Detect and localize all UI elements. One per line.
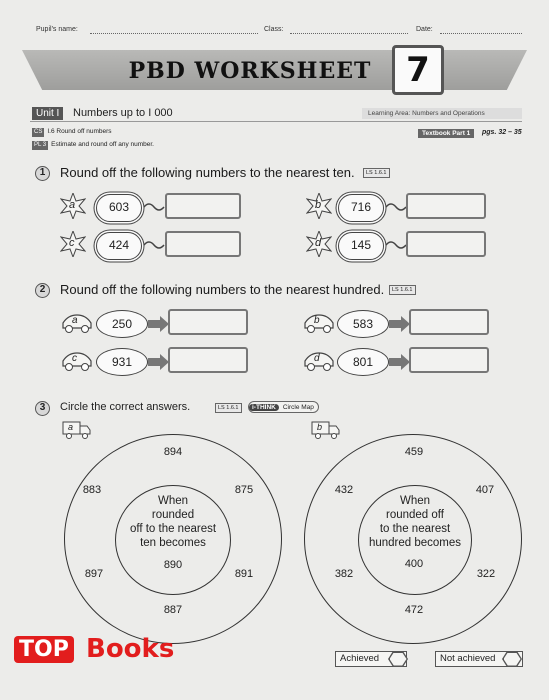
cloud-number: 603 <box>96 194 142 222</box>
car-icon <box>302 313 336 340</box>
car-icon <box>60 351 94 378</box>
oval-number: 931 <box>96 348 148 376</box>
standard-code: CS <box>34 129 43 135</box>
circle-option[interactable]: 890 <box>163 559 183 571</box>
class-field[interactable] <box>290 33 408 34</box>
circle-option[interactable]: 891 <box>234 568 254 580</box>
item-letter: d <box>315 237 322 249</box>
q1-answer-box-a[interactable] <box>165 193 241 219</box>
question-2-ls-tag: LS 1.6.1 <box>389 285 416 295</box>
car-icon <box>302 351 336 378</box>
watermark-logo-books: Books <box>86 634 175 664</box>
circle-option[interactable]: 432 <box>334 484 354 496</box>
circle-option[interactable]: 407 <box>475 484 495 496</box>
squiggle-connector <box>386 239 408 251</box>
circle-option[interactable]: 382 <box>334 568 354 580</box>
cloud-number: 716 <box>338 194 384 222</box>
item-letter: b <box>317 422 323 432</box>
class-label: Class: <box>264 26 284 33</box>
q2-answer-box-c[interactable] <box>168 347 248 373</box>
standard-code: PL 3 <box>34 142 47 148</box>
oval-number: 583 <box>337 310 389 338</box>
item-letter: b <box>315 199 322 211</box>
oval-number: 801 <box>337 348 389 376</box>
center-line: rounded off <box>386 509 444 521</box>
learning-area: Learning Area: Numbers and Operations <box>362 108 522 119</box>
circle-option[interactable]: 883 <box>82 484 102 496</box>
oval-number: 250 <box>96 310 148 338</box>
watermark-logo-top: TOP <box>14 636 74 663</box>
cloud-number: 145 <box>338 232 384 260</box>
item-letter: d <box>314 353 320 364</box>
worksheet-title: PBD WORKSHEET <box>128 58 372 84</box>
item-letter: a <box>72 315 78 326</box>
standard-cs <box>32 128 112 137</box>
question-1-number: 1 <box>35 166 50 181</box>
circle-option[interactable]: 894 <box>163 446 183 458</box>
circle-option[interactable]: 897 <box>84 568 104 580</box>
question-2-number: 2 <box>35 283 50 298</box>
unit-title: Numbers up to I 000 <box>73 107 173 119</box>
arrow-right-icon <box>148 354 169 370</box>
question-2-text: Round off the following numbers to the nearest hundred. <box>60 282 385 297</box>
item-letter: c <box>69 237 75 249</box>
car-icon <box>60 313 94 340</box>
standard-text: I.6 Round off numbers <box>47 128 112 135</box>
question-1-ls-tag: LS 1.6.1 <box>363 168 390 178</box>
not-achieved-label: Not achieved <box>440 653 496 664</box>
circle-option[interactable]: 887 <box>163 604 183 616</box>
question-3-text: Circle the correct answers. <box>60 401 191 413</box>
circle-option[interactable]: 459 <box>404 446 424 458</box>
center-line: When <box>157 495 189 507</box>
arrow-right-icon <box>148 316 169 332</box>
item-letter: b <box>314 315 320 326</box>
cloud-number: 424 <box>96 232 142 260</box>
question-1-text: Round off the following numbers to the nearest ten. <box>60 165 355 180</box>
center-line: When <box>399 495 431 507</box>
circle-map-a-center <box>118 494 228 550</box>
center-line: rounded <box>151 509 195 521</box>
textbook-pages: pgs. 32 – 35 <box>482 129 522 136</box>
circle-option[interactable]: 322 <box>476 568 496 580</box>
q1-answer-box-b[interactable] <box>406 193 486 219</box>
arrow-right-icon <box>389 354 410 370</box>
circle-option[interactable]: 400 <box>404 558 424 570</box>
worksheet-number: 7 <box>392 45 444 95</box>
q2-answer-box-a[interactable] <box>168 309 248 335</box>
question-3-ls-tag: LS 1.6.1 <box>215 403 242 413</box>
center-line: off to the nearest <box>129 523 217 535</box>
standard-text: Estimate and round off any number. <box>51 141 154 148</box>
achieved-label: Achieved <box>340 653 380 664</box>
date-label: Date: <box>416 26 433 33</box>
truck-icon <box>62 420 92 445</box>
textbook-tag: Textbook Part 1 <box>418 129 474 138</box>
squiggle-connector <box>144 239 166 251</box>
pupil-name-label: Pupil's name: <box>36 26 78 33</box>
item-letter: a <box>69 199 76 211</box>
ithink-map-label: Circle Map <box>282 403 314 411</box>
date-field[interactable] <box>440 33 522 34</box>
q1-answer-box-d[interactable] <box>406 231 486 257</box>
center-line: to the nearest <box>379 523 451 535</box>
ithink-badge <box>248 401 319 413</box>
ithink-label: i-THINK <box>249 404 279 411</box>
center-line: hundred becomes <box>368 537 462 549</box>
question-3-number: 3 <box>35 401 50 416</box>
squiggle-connector <box>386 201 408 213</box>
q2-answer-box-d[interactable] <box>409 347 489 373</box>
circle-option[interactable]: 875 <box>234 484 254 496</box>
item-letter: c <box>72 353 77 364</box>
standard-pl <box>32 141 154 150</box>
truck-icon <box>311 420 341 445</box>
pupil-name-field[interactable] <box>90 33 258 34</box>
q1-answer-box-c[interactable] <box>165 231 241 257</box>
squiggle-connector <box>144 201 166 213</box>
unit-tag: Unit I <box>32 107 63 120</box>
circle-map-b-center <box>358 494 472 550</box>
arrow-right-icon <box>389 316 410 332</box>
item-letter: a <box>68 422 74 432</box>
center-line: ten becomes <box>140 537 206 549</box>
circle-option[interactable]: 472 <box>404 604 424 616</box>
q2-answer-box-b[interactable] <box>409 309 489 335</box>
